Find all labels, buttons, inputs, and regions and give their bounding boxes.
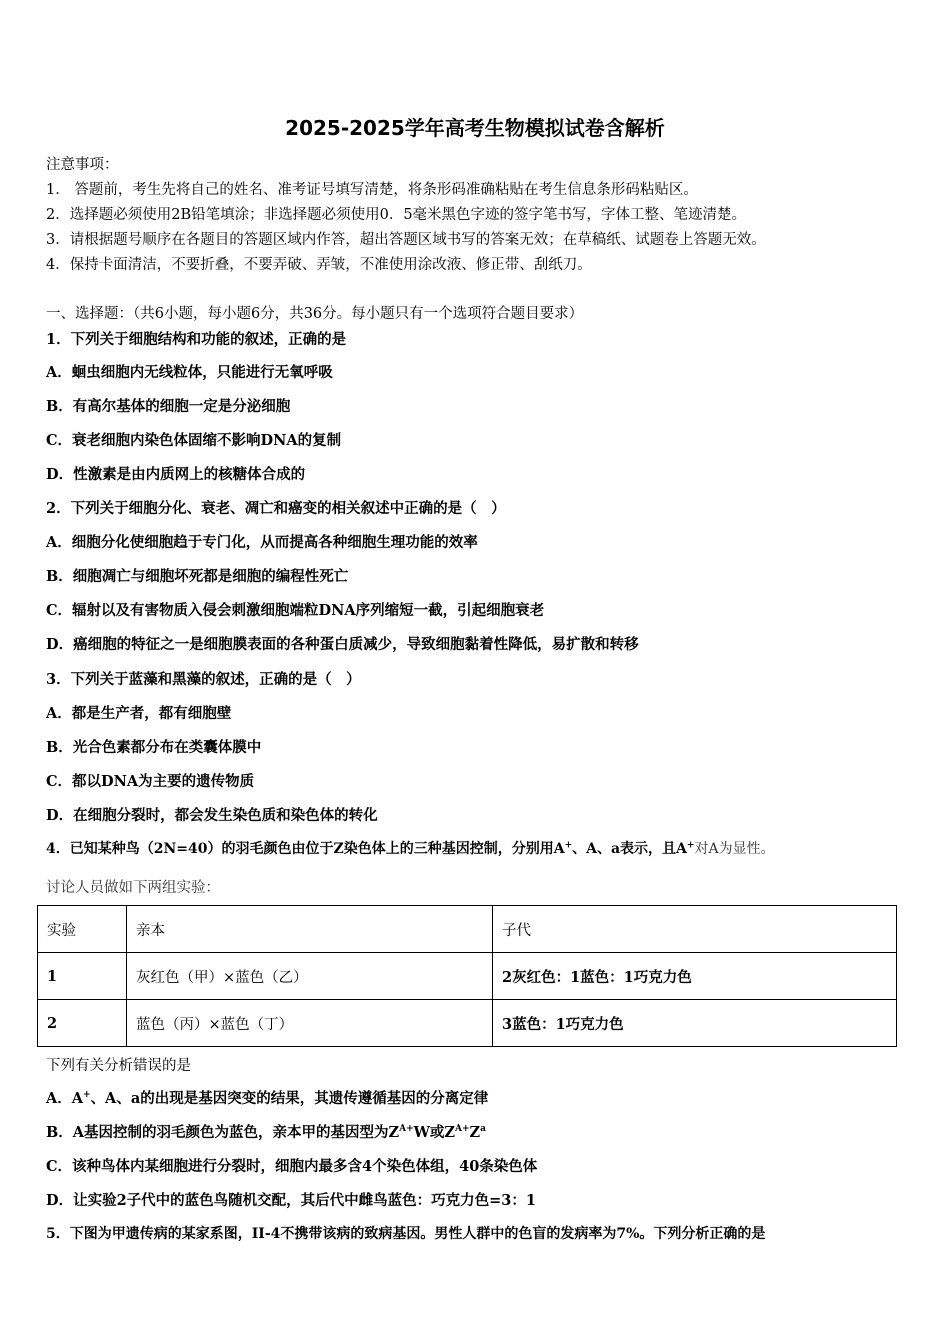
question-text: 下列有关分析错误的是 <box>46 1058 191 1074</box>
table-header-row <box>38 906 897 953</box>
superscript: + <box>686 840 695 851</box>
option-c: C．衰老细胞内染色体固缩不影响DNA的复制 <box>46 432 342 449</box>
option-d: D．性激素是由内质网上的核糖体合成的 <box>46 466 306 483</box>
table-row <box>38 953 897 1000</box>
table-header-cell: 实验 <box>38 906 127 953</box>
superscript: A+ <box>455 1124 470 1135</box>
option-c: C．辐射以及有害物质入侵会刺激细胞端粒DNA序列缩短一截，引起细胞衰老 <box>46 602 545 619</box>
table-header-cell: 子代 <box>493 906 897 953</box>
table-header-cell: 亲本 <box>127 906 493 953</box>
page-title: 2025-2025学年高考生物模拟试卷含解析 <box>285 116 665 140</box>
option-c: C．都以DNA为主要的遗传物质 <box>46 773 255 790</box>
option-text: Z <box>469 1124 481 1141</box>
option-text: B．A基因控制的羽毛颜色为蓝色，亲本甲的基因型为Z <box>46 1124 400 1141</box>
option-text: 、A、a的出现是基因突变的结果，其遗传遵循基因的分离定律 <box>90 1090 489 1107</box>
table-row <box>38 1000 897 1047</box>
option-b: B．细胞凋亡与细胞坏死都是细胞的编程性死亡 <box>46 568 349 585</box>
table-cell: 2灰红色：1蓝色：1巧克力色 <box>493 953 897 1000</box>
table-cell: 3蓝色：1巧克力色 <box>493 1000 897 1047</box>
experiment-table <box>37 905 897 1047</box>
option-d: D．让实验2子代中的蓝色鸟随机交配，其后代中雌鸟蓝色：巧克力色=3：1 <box>46 1192 536 1209</box>
question-stem <box>46 838 775 858</box>
notice-item: 2．选择题必须使用2B铅笔填涂；非选择题必须使用0．5毫米黑色字迹的签字笔书写，字体工整、笔迹清楚。 <box>46 207 747 223</box>
superscript: + <box>83 1090 91 1101</box>
option-a <box>46 1087 488 1108</box>
question-stem: 1．下列关于细胞结构和功能的叙述，正确的是 <box>46 331 347 348</box>
option-d: D．在细胞分裂时，都会发生染色质和染色体的转化 <box>46 807 378 824</box>
question-text: 讨论人员做如下两组实验： <box>46 880 220 896</box>
option-b <box>46 1121 486 1142</box>
table-cell: 2 <box>38 1000 127 1047</box>
option-b: B．有高尔基体的细胞一定是分泌细胞 <box>46 398 291 415</box>
option-a: A．都是生产者，都有细胞壁 <box>46 705 232 722</box>
section-heading: 一、选择题：（共6小题，每小题6分，共36分。每小题只有一个选项符合题目要求） <box>46 306 584 322</box>
table-cell: 蓝色（丙）×蓝色（丁） <box>127 1000 493 1047</box>
stem-text: 4．已知某种鸟（2N=40）的羽毛颜色由位于Z染色体上的三种基因控制，分别用A <box>46 841 565 857</box>
option-b: B．光合色素都分布在类囊体膜中 <box>46 739 262 756</box>
table-cell: 灰红色（甲）×蓝色（乙） <box>127 953 493 1000</box>
superscript: a <box>480 1124 486 1135</box>
notice-heading: 注意事项： <box>46 157 119 173</box>
option-a: A．细胞分化使细胞趋于专门化，从而提高各种细胞生理功能的效率 <box>46 534 478 551</box>
option-a: A．蛔虫细胞内无线粒体，只能进行无氧呼吸 <box>46 364 333 381</box>
question-stem: 3．下列关于蓝藻和黑藻的叙述，正确的是（ ） <box>46 671 361 688</box>
question-stem: 5．下图为甲遗传病的某家系图，II-4不携带该病的致病基因。男性人群中的色盲的发病率为7%。下列分析正确的是 <box>46 1226 766 1242</box>
superscript: A+ <box>399 1124 414 1135</box>
stem-text: 对A为显性。 <box>694 841 775 857</box>
notice-item: 3．请根据题号顺序在各题目的答题区域内作答，超出答题区域书写的答案无效；在草稿纸、试题卷上答题无效。 <box>46 232 766 248</box>
table-cell: 1 <box>38 953 127 1000</box>
option-d: D．癌细胞的特征之一是细胞膜表面的各种蛋白质减少，导致细胞黏着性降低，易扩散和转移 <box>46 636 639 653</box>
option-text: A．A <box>46 1090 84 1107</box>
option-c: C．该种鸟体内某细胞进行分裂时，细胞内最多含4个染色体组，40条染色体 <box>46 1158 538 1175</box>
superscript: + <box>564 840 573 851</box>
notice-item: 4．保持卡面清洁，不要折叠，不要弄破、弄皱，不准使用涂改液、修正带、刮纸刀。 <box>46 257 592 273</box>
stem-text: 、A、a表示，且A <box>572 841 687 857</box>
notice-item: 1． 答题前，考生先将自己的姓名、准考证号填写清楚，将条形码准确粘贴在考生信息条形码粘贴区。 <box>46 182 698 198</box>
option-text: W或Z <box>413 1124 455 1141</box>
question-stem: 2．下列关于细胞分化、衰老、凋亡和癌变的相关叙述中正确的是（ ） <box>46 500 506 517</box>
